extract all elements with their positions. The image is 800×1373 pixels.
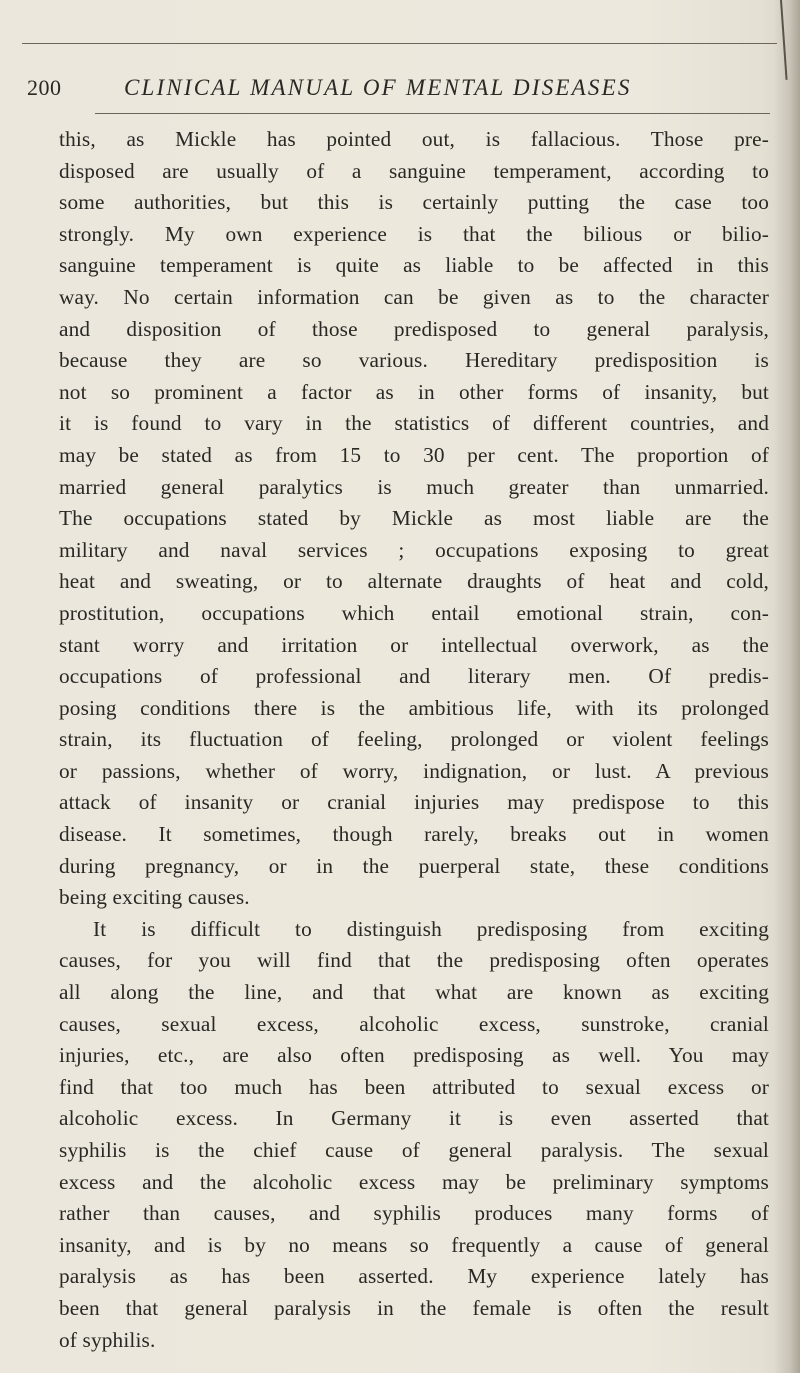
text-line: because they are so various. Hereditary predisposition is: [59, 348, 769, 373]
text-line: not so prominent a factor as in other forms of insanity, but: [59, 379, 769, 404]
text-line: may be stated as from 15 to 30 per cent. The proportion of: [59, 442, 769, 467]
text-line: It is difficult to distinguish predisposing from exciting: [93, 916, 769, 941]
text-line: strain, its fluctuation of feeling, prolonged or violent feelings: [59, 727, 769, 752]
text-line: posing conditions there is the ambitious life, with its prolonged: [59, 695, 769, 720]
page-number: 200: [27, 75, 62, 100]
body-text: [59, 124, 769, 1356]
text-line: being exciting causes.: [59, 885, 250, 910]
text-line: causes, sexual excess, alcoholic excess, sunstroke, cranial: [59, 1011, 769, 1036]
text-line: prostitution, occupations which entail emotional strain, con-: [59, 600, 769, 625]
text-line: causes, for you will find that the predisposing often operates: [59, 948, 769, 973]
header-rule: [95, 113, 770, 114]
text-line: disposed are usually of a sanguine temperament, according to: [59, 158, 769, 183]
text-line: heat and sweating, or to alternate draughts of heat and cold,: [59, 569, 769, 594]
text-line: disease. It sometimes, though rarely, breaks out in women: [59, 822, 769, 847]
text-line: insanity, and is by no means so frequently a cause of general: [59, 1232, 769, 1257]
text-line: some authorities, but this is certainly putting the case too: [59, 190, 769, 215]
text-line: attack of insanity or cranial injuries may predispose to this: [59, 790, 769, 815]
text-line: injuries, etc., are also often predisposing as well. You may: [59, 1043, 769, 1068]
text-line: during pregnancy, or in the puerperal state, these conditions: [59, 853, 769, 878]
page-header: [27, 75, 779, 109]
text-line: paralysis as has been asserted. My experience lately has: [59, 1264, 769, 1289]
text-line: of syphilis.: [59, 1327, 156, 1352]
text-line: syphilis is the chief cause of general paralysis. The sexual: [59, 1138, 769, 1162]
running-title: CLINICAL MANUAL OF MENTAL DISEASES: [124, 75, 632, 100]
text-line: strongly. My own experience is that the bilious or bilio-: [59, 221, 769, 246]
page-edge-shadow: [774, 0, 800, 1373]
text-line: alcoholic excess. In Germany it is even asserted that: [59, 1106, 769, 1131]
text-line: all along the line, and that what are known as exciting: [59, 980, 769, 1005]
text-line: way. No certain information can be given as to the character: [59, 284, 769, 309]
text-line: it is found to vary in the statistics of different countries, and: [59, 411, 769, 436]
text-line: and disposition of those predisposed to general paralysis,: [59, 316, 769, 341]
text-line: stant worry and irritation or intellectual overwork, as the: [59, 632, 769, 657]
top-rule: [22, 43, 777, 44]
text-line: military and naval services ; occupations exposing to great: [59, 537, 769, 562]
text-line: excess and the alcoholic excess may be preliminary symptoms: [59, 1169, 769, 1194]
text-line: The occupations stated by Mickle as most liable are the: [59, 506, 769, 531]
text-line: married general paralytics is much greater than unmarried.: [59, 474, 769, 499]
text-line: or passions, whether of worry, indignation, or lust. A previous: [59, 758, 769, 783]
text-line: rather than causes, and syphilis produces many forms of: [59, 1201, 769, 1226]
text-line: find that too much has been attributed to sexual excess or: [59, 1074, 769, 1099]
text-line: sanguine temperament is quite as liable to be affected in this: [59, 253, 769, 278]
text-line: this, as Mickle has pointed out, is fallacious. Those pre-: [59, 127, 769, 151]
text-line: been that general paralysis in the female is often the result: [59, 1295, 769, 1320]
text-line: occupations of professional and literary men. Of predis-: [59, 664, 769, 689]
